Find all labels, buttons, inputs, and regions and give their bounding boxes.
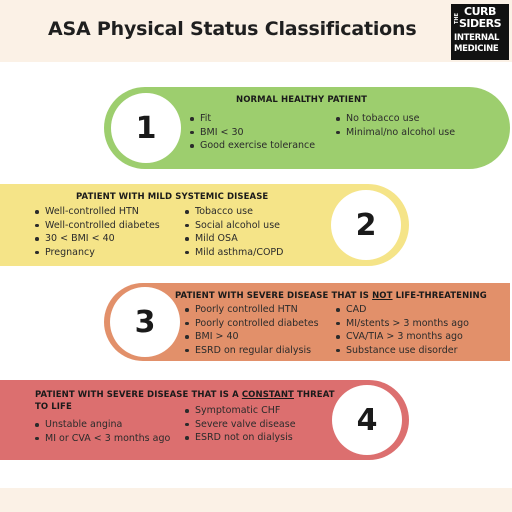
title-emphasis: NOT [372,291,393,301]
list-item: MI or CVA < 3 months ago [33,432,170,446]
list-item: Mild asthma/COPD [183,246,283,260]
list-item: MI/stents > 3 months ago [334,317,469,331]
asa-class-2-number: 2 [331,190,401,260]
list-item: CAD [334,303,469,317]
list-item: Substance use disorder [334,344,469,358]
asa-class-3-list-right [334,303,469,357]
list-item: Minimal/no alcohol use [334,126,455,140]
list-item: BMI > 40 [183,330,319,344]
logo-the: THE [454,12,460,24]
title-text: LIFE-THREATENING [392,291,487,301]
list-item: Mild OSA [183,232,283,246]
list-item: Pregnancy [33,246,160,260]
asa-class-1-list-right [334,112,455,139]
list-item: 30 < BMI < 40 [33,232,160,246]
asa-class-3-list-left [183,303,319,357]
title-text: THREAT [293,390,335,400]
list-item: Unstable angina [33,418,170,432]
list-item: Well-controlled diabetes [33,219,160,233]
title-text: TO LIFE [35,402,72,412]
list-item: Well-controlled HTN [33,205,160,219]
list-item: Severe valve disease [183,418,296,432]
list-item: Poorly controlled diabetes [183,317,319,331]
logo-line-2: SIDERS [459,17,502,30]
list-item: Poorly controlled HTN [183,303,319,317]
asa-class-3-title [175,291,487,301]
footer-band [0,488,512,512]
list-item: Good exercise tolerance [188,139,315,153]
list-item: CVA/TIA > 3 months ago [334,330,469,344]
asa-class-4-list-right [183,404,296,445]
logo-line-1: CURB [464,5,496,18]
list-item: Symptomatic CHF [183,404,296,418]
title-emphasis: CONSTANT [241,390,294,400]
list-item: Social alcohol use [183,219,283,233]
asa-class-2-title: PATIENT WITH MILD SYSTEMIC DISEASE [76,192,269,202]
title-text: PATIENT WITH SEVERE DISEASE THAT IS A [35,390,242,400]
list-item: Tobacco use [183,205,283,219]
asa-class-2-list-left [33,205,160,259]
list-item: ESRD on regular dialysis [183,344,319,358]
curbsiders-logo [451,4,509,60]
asa-class-1-list-left [188,112,315,153]
page-title: ASA Physical Status Classifications [48,18,417,40]
list-item: ESRD not on dialysis [183,431,296,445]
logo-line-3: INTERNAL [454,33,500,43]
asa-class-4-list-left [33,418,170,445]
list-item: BMI < 30 [188,126,315,140]
asa-class-4-number: 4 [332,385,402,455]
list-item: No tobacco use [334,112,455,126]
asa-class-2-list-right [183,205,283,259]
title-text: PATIENT WITH SEVERE DISEASE THAT IS [175,291,373,301]
asa-class-3-number: 3 [110,287,180,357]
asa-class-1-number: 1 [111,93,181,163]
asa-class-1-title: NORMAL HEALTHY PATIENT [236,95,368,105]
list-item: Fit [188,112,315,126]
logo-line-4: MEDICINE [454,44,499,54]
